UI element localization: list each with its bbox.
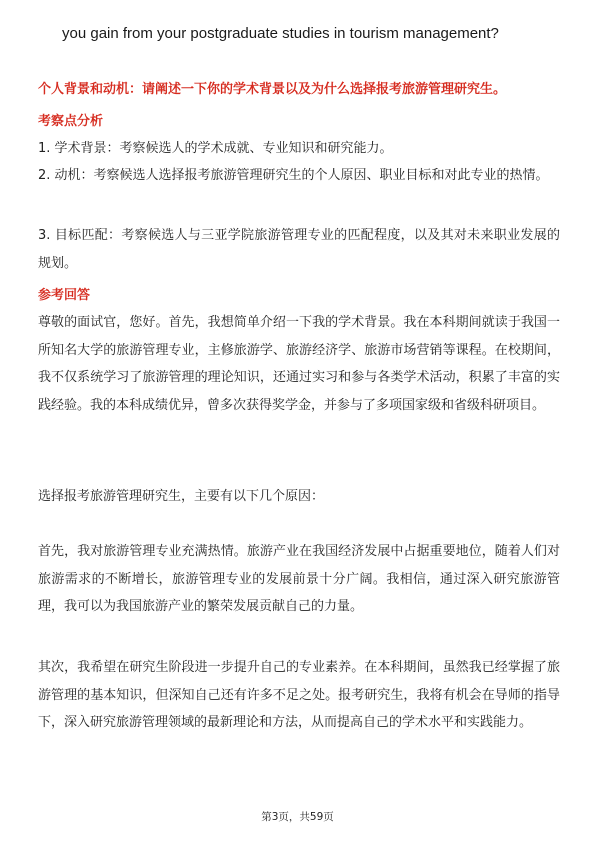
answer-paragraph-2: 选择报考旅游管理研究生，主要有以下几个原因： — [38, 489, 325, 504]
analysis-heading: 考察点分析 — [38, 114, 104, 129]
answer-heading: 参考回答 — [38, 288, 91, 303]
analysis-point-3: 3. 目标匹配：考察候选人与三亚学院旅游管理专业的匹配程度，以及其对未来职业发展的规划。 — [38, 228, 560, 271]
answer-paragraph-1: 尊敬的面试官，您好。首先，我想简单介绍一下我的学术背景。我在本科期间就读于我国一所知名大学的旅游管理专业，主修旅游学、旅游经济学、旅游市场营销等课程。在校期间，我不仅系统学习了旅游管理的理论知识，还通过实习和参与各类学术活动，积累了丰富的实践经验。我的本科成绩优异，曾多次获得奖学金，并参与了多项国家级和省级科研项目。 — [38, 315, 560, 413]
question-heading: 个人背景和动机：请阐述一下你的学术背景以及为什么选择报考旅游管理研究生。 — [38, 82, 507, 97]
page-number-footer: 第3页，共59页 — [261, 811, 334, 823]
analysis-point-1: 1. 学术背景：考察候选人的学术成就、专业知识和研究能力。 — [38, 141, 393, 156]
intro-question-tail: you gain from your postgraduate studies in tourism management? — [62, 25, 499, 42]
answer-paragraph-4: 其次，我希望在研究生阶段进一步提升自己的专业素养。在本科期间，虽然我已经掌握了旅游管理的基本知识，但深知自己还有许多不足之处。报考研究生，我将有机会在导师的指导下，深入研究旅游管理领域的最新理论和方法，从而提高自己的学术水平和实践能力。 — [38, 660, 560, 730]
answer-paragraph-3: 首先，我对旅游管理专业充满热情。旅游产业在我国经济发展中占据重要地位，随着人们对旅游需求的不断增长，旅游管理专业的发展前景十分广阔。我相信，通过深入研究旅游管理，我可以为我国旅游产业的繁荣发展贡献自己的力量。 — [38, 544, 560, 614]
analysis-point-2: 2. 动机：考察候选人选择报考旅游管理研究生的个人原因、职业目标和对此专业的热情。 — [38, 168, 549, 183]
